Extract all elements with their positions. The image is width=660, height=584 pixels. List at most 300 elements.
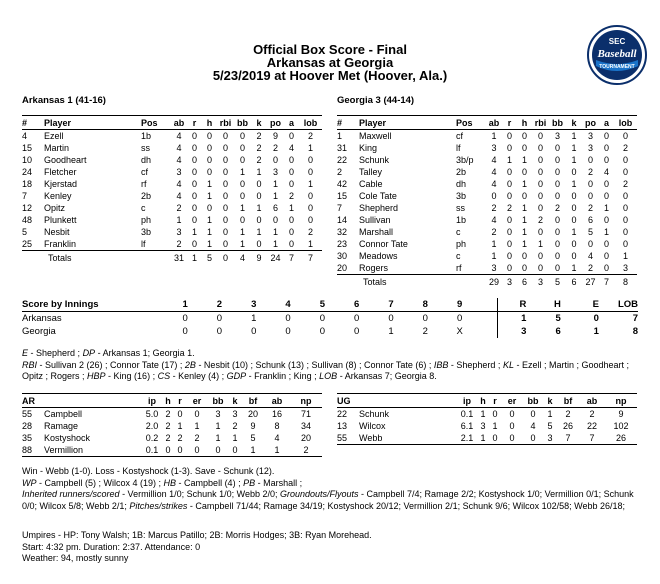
stat-cell: Schunk — [359, 409, 390, 419]
stat-cell: 2 — [232, 421, 238, 431]
player-row — [337, 202, 637, 214]
stat-cell: 0 — [622, 167, 628, 177]
stat-cell: 2 — [622, 143, 628, 153]
stat-cell: ph — [141, 215, 152, 225]
stat-cell: 2 — [256, 155, 262, 165]
stat-cell: 2 — [582, 262, 599, 275]
stat-cell: 0 — [239, 155, 245, 165]
stat-cell: 26 — [605, 432, 637, 445]
stat-cell: 0 — [206, 203, 212, 213]
stat-cell: 0 — [491, 191, 497, 201]
stat-cell: 0 — [554, 215, 560, 225]
stat-cell: 0 — [222, 155, 228, 165]
stat-cell: 1 — [571, 155, 577, 165]
stat-cell: 0.1 — [142, 444, 162, 457]
stat-cell: 6 — [272, 203, 278, 213]
stat-cell: 2 — [337, 167, 343, 177]
inning-score: 2 — [422, 326, 428, 337]
rhe-label: E — [561, 298, 599, 312]
stat-cell: 2 — [171, 238, 187, 251]
stat-cell: 48 — [22, 215, 33, 225]
stat-cell: 0 — [222, 203, 228, 213]
pitcher-row — [337, 408, 637, 421]
stat-cell: 0.2 — [145, 433, 159, 443]
stat-cell: 1 — [506, 155, 512, 165]
stat-cell: 22 — [586, 421, 597, 431]
stat-cell: 1 — [272, 191, 278, 201]
stat-cell: 22 — [337, 155, 348, 165]
stat-cell: 3 — [614, 262, 637, 275]
stat-cell: 55 — [22, 409, 33, 419]
stat-cell: 0 — [537, 131, 543, 141]
stat-cell: 0 — [186, 444, 208, 457]
stat-cell: 3 — [486, 262, 502, 275]
stat-cell: 1 — [215, 421, 221, 431]
totals-cell: 29 — [488, 276, 499, 287]
stat-cell: 2 — [622, 179, 628, 189]
column-header: # — [22, 116, 44, 130]
rhe-value: 7 — [632, 313, 638, 324]
column-header: h — [477, 394, 489, 408]
umpires: Umpires - HP: Tony Walsh; 1B: Marcus Patillo; 2B: Morris Hodges; 3B: Ryan Morehead. — [22, 530, 372, 540]
stat-cell: 7 — [579, 432, 605, 445]
rhe-label: R — [498, 298, 527, 312]
inning-score: 0 — [182, 313, 188, 324]
stat-cell: 4 — [603, 167, 609, 177]
totals-cell — [456, 275, 486, 289]
totals-cell: 6 — [571, 276, 577, 287]
stat-cell: 1b — [456, 215, 467, 225]
stat-cell: 4 — [176, 131, 182, 141]
stat-cell: lf — [456, 143, 461, 153]
stat-cell: 2 — [307, 227, 313, 237]
stat-cell: 3 — [480, 421, 486, 431]
stat-cell: 0 — [284, 238, 299, 251]
stat-cell: 35 — [22, 433, 33, 443]
totals-cell: Totals — [48, 252, 72, 263]
stat-cell: 1 — [206, 215, 212, 225]
stat-cell: 2 — [587, 167, 593, 177]
stat-cell: 0 — [502, 262, 517, 275]
stat-cell: 0 — [288, 227, 294, 237]
column-header: UG — [337, 394, 359, 408]
rhe-value: 0 — [593, 313, 599, 324]
stat-cell: Kostyshock — [44, 433, 91, 443]
stat-cell: 0 — [272, 215, 278, 225]
stat-cell: 25 — [22, 238, 44, 251]
rhe-value: 1 — [498, 312, 527, 326]
player-row — [337, 130, 637, 143]
inning-label: 7 — [374, 298, 408, 312]
stat-cell: Kjerstad — [44, 179, 78, 189]
stat-cell: 0 — [191, 143, 197, 153]
stat-cell: 0 — [191, 215, 197, 225]
stat-cell: 0 — [622, 155, 628, 165]
stat-cell: 0 — [571, 167, 577, 177]
stat-cell: 2 — [177, 433, 183, 443]
stat-cell: 1 — [480, 409, 486, 419]
away-box-score — [22, 115, 322, 264]
innings-row — [22, 312, 638, 326]
stat-cell: 3 — [215, 409, 221, 419]
column-header: er — [501, 394, 523, 408]
stat-cell: 102 — [613, 421, 629, 431]
column-header: h — [162, 394, 174, 408]
stat-cell: 0 — [288, 131, 294, 141]
rhe-label: H — [526, 298, 560, 312]
rhe-label: LOB — [599, 298, 638, 312]
inning-score: 1 — [251, 313, 257, 324]
stat-cell: 3 — [587, 131, 593, 141]
sec-baseball-tournament-logo — [586, 24, 648, 86]
column-header: # — [337, 116, 359, 130]
stat-cell: 1 — [307, 179, 313, 189]
player-row — [337, 214, 637, 226]
stat-cell: 3b — [456, 191, 467, 201]
stat-cell: 0 — [554, 167, 560, 177]
stat-cell: 0 — [191, 191, 197, 201]
stat-cell: 0 — [222, 143, 228, 153]
player-row — [337, 238, 637, 250]
stat-cell: Opitz — [44, 203, 66, 213]
inning-score: 0 — [388, 313, 394, 324]
stat-cell: 0 — [537, 179, 543, 189]
totals-cell: 9 — [256, 252, 262, 263]
separator — [477, 298, 498, 312]
stat-cell: 0 — [506, 215, 512, 225]
stat-cell: 1 — [272, 227, 278, 237]
column-header — [359, 394, 457, 408]
stat-cell: 1 — [603, 203, 609, 213]
svg-text:SEC: SEC — [608, 37, 626, 46]
column-header: a — [284, 116, 299, 130]
stat-cell: 1 — [571, 143, 577, 153]
stat-cell: 0 — [587, 239, 593, 249]
totals-cell: 7 — [288, 252, 294, 263]
stat-cell: 5 — [250, 433, 256, 443]
stat-cell: 71 — [300, 409, 311, 419]
stat-cell: 0 — [571, 251, 577, 261]
totals-row — [337, 275, 637, 289]
stat-cell: 1 — [234, 238, 251, 251]
player-row — [22, 202, 322, 214]
column-header: Player — [44, 116, 141, 130]
stat-cell: Goodheart — [44, 155, 87, 165]
stat-cell: 23 — [337, 239, 348, 249]
stat-cell: Webb — [359, 432, 457, 445]
stat-cell: 0 — [509, 421, 515, 431]
stat-cell: 34 — [300, 421, 311, 431]
stat-cell: King — [359, 143, 378, 153]
stat-cell: 1 — [491, 251, 497, 261]
separator — [477, 312, 498, 326]
totals-cell: 3 — [506, 276, 512, 287]
inning-label: 9 — [442, 298, 476, 312]
player-row — [337, 226, 637, 238]
inning-label: 3 — [237, 298, 271, 312]
column-header: k — [228, 394, 242, 408]
pitcher-row — [22, 420, 322, 432]
stat-cell: 0 — [492, 409, 498, 419]
stat-cell: 2 — [165, 421, 171, 431]
stat-cell: 55 — [337, 432, 359, 445]
column-header: k — [566, 116, 582, 130]
stat-cell: 4 — [288, 143, 294, 153]
stat-cell: 0 — [521, 251, 527, 261]
stat-cell: Franklin — [44, 238, 141, 251]
stat-cell: Fletcher — [44, 167, 77, 177]
stat-cell: 0 — [571, 239, 577, 249]
stat-cell: 0 — [307, 155, 313, 165]
stat-cell: 3 — [543, 432, 557, 445]
stat-cell: 0 — [603, 155, 609, 165]
stat-cell: 0 — [208, 444, 228, 457]
stat-cell: 0 — [571, 203, 577, 213]
stat-cell: 1 — [571, 131, 577, 141]
stat-cell: 5.0 — [145, 409, 159, 419]
stat-cell: 0 — [251, 238, 267, 251]
stat-cell: 2 — [506, 203, 512, 213]
stat-cell: 0 — [554, 227, 560, 237]
score-by-innings — [22, 298, 638, 338]
pitching-notes: Win - Webb (1-0). Loss - Kostyshock (1-3). Save - Schunk (12). WP - Campbell (5) ; Wilcox 4 (19) ; HB - Campbell (4) ; PB - Marshall ; Inherited runners/scored - Vermillion 1/0; Schunk 1/0; Webb 2/0; Groundouts/Flyouts - Campbell 7/4; Ramage 2/2; Kostyshock 1/0; Vermillion 0/1; Schunk 0/0; Wilcox 5/8; Webb 2/1; Pitches/strikes - Campbell 71/44; Ramage 34/19; Kostyshock 20/12; Vermillion 2/1; Schunk 9/6; Wilcox 102/58; Webb 26/18; — [22, 466, 642, 512]
player-row — [337, 262, 637, 275]
column-header: ab — [579, 394, 605, 408]
stat-cell: 1 — [267, 238, 284, 251]
stat-cell: 6 — [587, 215, 593, 225]
inning-label: 8 — [408, 298, 442, 312]
stat-cell: 1 — [206, 227, 212, 237]
stat-cell: 0 — [288, 167, 294, 177]
column-header: bb — [549, 116, 566, 130]
stat-cell: 2 — [537, 215, 543, 225]
player-row — [22, 190, 322, 202]
stat-cell: 8 — [274, 421, 280, 431]
stat-cell: 9 — [618, 409, 624, 419]
stat-cell: 24 — [22, 167, 33, 177]
totals-cell: 5 — [206, 252, 212, 263]
stat-cell: 28 — [22, 421, 33, 431]
stat-cell: 2 — [256, 143, 262, 153]
stat-cell: 0 — [622, 227, 628, 237]
stat-cell: 5 — [22, 227, 28, 237]
totals-cell: 0 — [222, 252, 228, 263]
stat-cell: 0 — [530, 409, 536, 419]
rhe-value: 6 — [555, 326, 561, 337]
stat-cell: 0 — [177, 409, 183, 419]
player-row — [22, 142, 322, 154]
stat-cell: 0 — [228, 444, 242, 457]
player-row — [22, 214, 322, 226]
stat-cell: Maxwell — [359, 131, 392, 141]
stat-cell: 26 — [562, 421, 573, 431]
stat-cell: 0 — [523, 432, 543, 445]
inning-label: 4 — [271, 298, 305, 312]
stat-cell: 0 — [256, 179, 262, 189]
column-header: po — [582, 116, 599, 130]
stat-cell: 1 — [239, 203, 245, 213]
stat-cell: 1 — [491, 131, 497, 141]
stat-cell: 6.1 — [460, 421, 474, 431]
page-title: Official Box Score - Final — [253, 42, 407, 57]
stat-cell: 2 — [165, 433, 171, 443]
stat-cell: 0 — [239, 143, 245, 153]
stat-cell: 1 — [202, 238, 217, 251]
separator — [477, 325, 498, 338]
stat-cell: 1 — [256, 167, 262, 177]
stat-cell: Shepherd — [359, 203, 399, 213]
inning-score: 0 — [354, 313, 360, 324]
column-header: r — [187, 116, 202, 130]
stat-cell: 18 — [22, 179, 33, 189]
stat-cell: 1 — [206, 191, 212, 201]
player-row — [337, 142, 637, 154]
column-header: ip — [457, 394, 477, 408]
stat-cell: 1 — [491, 239, 497, 249]
totals-cell: 24 — [270, 252, 281, 263]
stat-cell: 0 — [256, 215, 262, 225]
stat-cell: 0 — [307, 215, 313, 225]
stat-cell: 0 — [554, 191, 560, 201]
player-row — [337, 154, 637, 166]
stat-cell: 1 — [521, 203, 527, 213]
stat-cell: 3 — [176, 167, 182, 177]
stat-cell: Marshall — [359, 227, 394, 237]
pitcher-row — [337, 420, 637, 432]
stat-cell: 0 — [222, 131, 228, 141]
team-name: Arkansas — [22, 313, 62, 324]
stat-cell: Sullivan — [359, 215, 391, 225]
inning-score: 0 — [216, 326, 223, 337]
stat-cell: 0 — [603, 239, 609, 249]
stat-cell: 1 — [603, 227, 609, 237]
stat-cell: 1 — [566, 262, 582, 275]
stat-cell: 0 — [554, 155, 560, 165]
stat-cell: 0 — [549, 262, 566, 275]
stat-cell: 1 — [521, 215, 527, 225]
stat-cell: 0 — [162, 444, 174, 457]
stat-cell: 0 — [537, 143, 543, 153]
stat-cell: 2 — [491, 203, 497, 213]
stat-cell: 0 — [191, 155, 197, 165]
stat-cell: 0 — [239, 215, 245, 225]
totals-cell — [337, 275, 359, 289]
stat-cell: 1 — [256, 203, 262, 213]
player-row — [22, 166, 322, 178]
stat-cell: 0 — [517, 262, 532, 275]
stat-cell: 1 — [492, 421, 498, 431]
stat-cell: 0 — [537, 251, 543, 261]
stat-cell: 0 — [506, 191, 512, 201]
stat-cell: 1 — [337, 131, 343, 141]
stat-cell: 1 — [177, 421, 183, 431]
stat-cell: 0 — [256, 191, 262, 201]
stat-cell: 0 — [554, 179, 560, 189]
stat-cell: ss — [456, 203, 465, 213]
decisions: Win - Webb (1-0). Loss - Kostyshock (1-3). Save - Schunk (12). — [22, 466, 275, 476]
stat-cell: 1 — [307, 143, 313, 153]
stat-cell: rf — [141, 179, 147, 189]
stat-cell: 2 — [272, 143, 278, 153]
stat-cell: 0 — [509, 409, 515, 419]
stat-cell: 0 — [222, 179, 228, 189]
totals-cell: 7 — [307, 252, 313, 263]
stat-cell: 0 — [554, 239, 560, 249]
column-header: rbi — [532, 116, 549, 130]
stat-cell: 7 — [337, 203, 343, 213]
home-box-score — [337, 115, 637, 288]
inning-score: X — [456, 326, 463, 337]
stat-cell: 88 — [22, 444, 44, 457]
column-header: po — [267, 116, 284, 130]
stat-cell: 1 — [206, 179, 212, 189]
column-header: k — [251, 116, 267, 130]
stat-cell: 0 — [587, 179, 593, 189]
home-team-heading: Georgia 3 (44-14) — [337, 95, 415, 106]
stat-cell: 14 — [337, 215, 348, 225]
stat-cell: 5 — [547, 421, 553, 431]
stat-cell: 13 — [337, 421, 348, 431]
stat-cell: 0 — [307, 167, 313, 177]
stat-cell: 0 — [506, 227, 512, 237]
stat-cell: Plunkett — [44, 215, 77, 225]
stat-cell: Connor Tate — [359, 239, 408, 249]
column-header: Pos — [141, 116, 171, 130]
stat-cell: 2b — [456, 167, 467, 177]
stat-cell: 1 — [537, 239, 543, 249]
column-header: er — [186, 394, 208, 408]
stat-cell: 0 — [206, 131, 212, 141]
stat-cell: 1 — [176, 215, 182, 225]
stat-cell: 2 — [307, 131, 313, 141]
totals-cell: 4 — [239, 252, 245, 263]
stat-cell: 4 — [491, 179, 497, 189]
stat-cell: 0 — [307, 191, 313, 201]
stat-cell: Ramage — [44, 421, 79, 431]
stat-cell: 1 — [215, 433, 221, 443]
column-header: np — [290, 394, 322, 408]
column-header: lob — [614, 116, 637, 130]
stat-cell: 30 — [337, 251, 348, 261]
stat-cell: 0 — [603, 131, 609, 141]
column-header: bf — [242, 394, 264, 408]
totals-cell: 7 — [603, 276, 609, 287]
stat-cell: 4 — [176, 179, 182, 189]
innings-heading: Score by Innings — [22, 298, 168, 312]
stat-cell: 0 — [206, 155, 212, 165]
stat-cell: 2 — [554, 203, 560, 213]
stat-cell: 0 — [537, 203, 543, 213]
stat-cell: 1 — [547, 409, 553, 419]
rhe-value: 5 — [555, 313, 561, 324]
stat-cell: 0 — [506, 131, 512, 141]
home-pitching — [337, 393, 637, 445]
column-header: bb — [234, 116, 251, 130]
stat-cell: 4 — [530, 421, 536, 431]
column-header: bf — [557, 394, 579, 408]
stat-cell: 0 — [239, 131, 245, 141]
column-header: ab — [264, 394, 290, 408]
start-time: Start: 4:32 pm. Duration: 2:37. Attendance: 0 — [22, 541, 201, 552]
stat-cell: Schunk — [359, 155, 390, 165]
stat-cell: 0 — [506, 239, 512, 249]
stat-cell: 3 — [232, 409, 238, 419]
inning-score: 0 — [422, 313, 428, 324]
totals-cell: 27 — [585, 276, 596, 287]
stat-cell: 0 — [506, 143, 512, 153]
stat-cell: 0 — [506, 167, 512, 177]
stat-cell: 0 — [622, 215, 628, 225]
